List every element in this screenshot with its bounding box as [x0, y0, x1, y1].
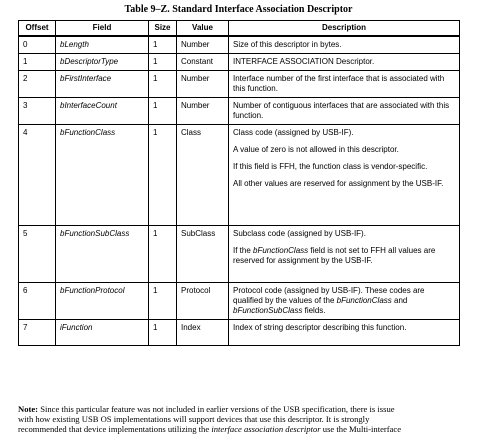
table-caption: Table 9–Z. Standard Interface Association Descriptor	[124, 4, 353, 15]
description-paragraph: Number of contiguous interfaces that are associated with this function.	[233, 101, 450, 120]
offset-cell: 4	[19, 125, 56, 226]
size-cell: 1	[149, 226, 177, 283]
note-text-1: Since this particular feature was not included in earlier versions of the USB specification, there is issue	[38, 404, 395, 414]
table-row	[19, 98, 460, 125]
field-cell: bFirstInterface	[56, 71, 149, 98]
description-paragraph: If this field is FFH, the function class is vendor-specific.	[233, 162, 428, 171]
description-paragraph: Subclass code (assigned by USB-IF).	[233, 229, 366, 238]
value-cell: Class	[177, 125, 229, 226]
size-cell: 1	[149, 36, 177, 54]
size-cell: 1	[149, 125, 177, 226]
note-paragraph	[18, 404, 459, 435]
field-cell: bLength	[56, 36, 149, 54]
note-text-3a: recommended that device implementations utilizing the	[18, 424, 212, 435]
value-cell: Number	[177, 98, 229, 125]
field-cell: bDescriptorType	[56, 54, 149, 71]
note-line-3	[18, 424, 459, 434]
table-row	[19, 320, 460, 346]
field-cell: iFunction	[56, 320, 149, 346]
header-value: Value	[177, 21, 229, 37]
field-reference: bFunctionSubClass	[233, 306, 303, 315]
description-cell	[229, 71, 460, 98]
description-paragraph: A value of zero is not allowed in this descriptor.	[233, 145, 399, 154]
table-row	[19, 36, 460, 54]
description-cell	[229, 320, 460, 346]
offset-cell: 5	[19, 226, 56, 283]
value-cell: SubClass	[177, 226, 229, 283]
description-cell	[229, 283, 460, 320]
table-row	[19, 71, 460, 98]
header-description: Description	[229, 21, 460, 37]
note-line-1	[18, 404, 459, 414]
description-cell	[229, 54, 460, 71]
value-cell: Index	[177, 320, 229, 346]
descriptor-table	[18, 20, 460, 346]
offset-cell: 6	[19, 283, 56, 320]
header-offset: Offset	[19, 21, 56, 37]
description-paragraph: Class code (assigned by USB-IF).	[233, 128, 354, 137]
value-cell: Number	[177, 71, 229, 98]
size-cell: 1	[149, 98, 177, 125]
size-cell: 1	[149, 54, 177, 71]
description-paragraph: All other values are reserved for assignment by the USB-IF.	[233, 179, 444, 188]
offset-cell: 1	[19, 54, 56, 71]
table-header-row	[19, 21, 460, 37]
field-cell: bInterfaceCount	[56, 98, 149, 125]
description-paragraph: Index of string descriptor describing this function.	[233, 323, 407, 332]
table-row	[19, 125, 460, 226]
note-line-2: with how existing USB OS implementations will support devices that use this descriptor. It is strongly	[18, 414, 370, 425]
value-cell: Number	[177, 36, 229, 54]
header-field: Field	[56, 21, 149, 37]
offset-cell: 2	[19, 71, 56, 98]
table-row	[19, 226, 460, 283]
description-paragraph: If the bFunctionClass field is not set to FFH all values are reserved for assignment by the USB-IF.	[233, 246, 436, 265]
description-paragraph: Size of this descriptor in bytes.	[233, 40, 342, 49]
offset-cell: 7	[19, 320, 56, 346]
offset-cell: 0	[19, 36, 56, 54]
value-cell: Protocol	[177, 283, 229, 320]
size-cell: 1	[149, 320, 177, 346]
field-reference: bFunctionClass	[253, 246, 309, 255]
field-reference: bFunctionClass	[336, 296, 392, 305]
field-cell: bFunctionProtocol	[56, 283, 149, 320]
table-row	[19, 54, 460, 71]
description-cell	[229, 226, 460, 283]
description-paragraph: INTERFACE ASSOCIATION Descriptor.	[233, 57, 375, 66]
header-size: Size	[149, 21, 177, 37]
table-row	[19, 283, 460, 320]
note-text-3-emphasis: interface association descriptor	[211, 424, 321, 435]
field-cell: bFunctionSubClass	[56, 226, 149, 283]
note-label: Note:	[18, 404, 39, 414]
description-cell	[229, 36, 460, 54]
value-cell: Constant	[177, 54, 229, 71]
description-paragraph: Protocol code (assigned by USB-IF). These codes are qualified by the values of the bFunctionClass and bFunctionSubClass fields.	[233, 286, 425, 315]
size-cell: 1	[149, 71, 177, 98]
note-text-3b: use the Multi-interface	[320, 424, 402, 435]
description-cell	[229, 125, 460, 226]
description-cell	[229, 98, 460, 125]
field-cell: bFunctionClass	[56, 125, 149, 226]
offset-cell: 3	[19, 98, 56, 125]
size-cell: 1	[149, 283, 177, 320]
description-paragraph: Interface number of the first interface that is associated with this function.	[233, 74, 445, 93]
